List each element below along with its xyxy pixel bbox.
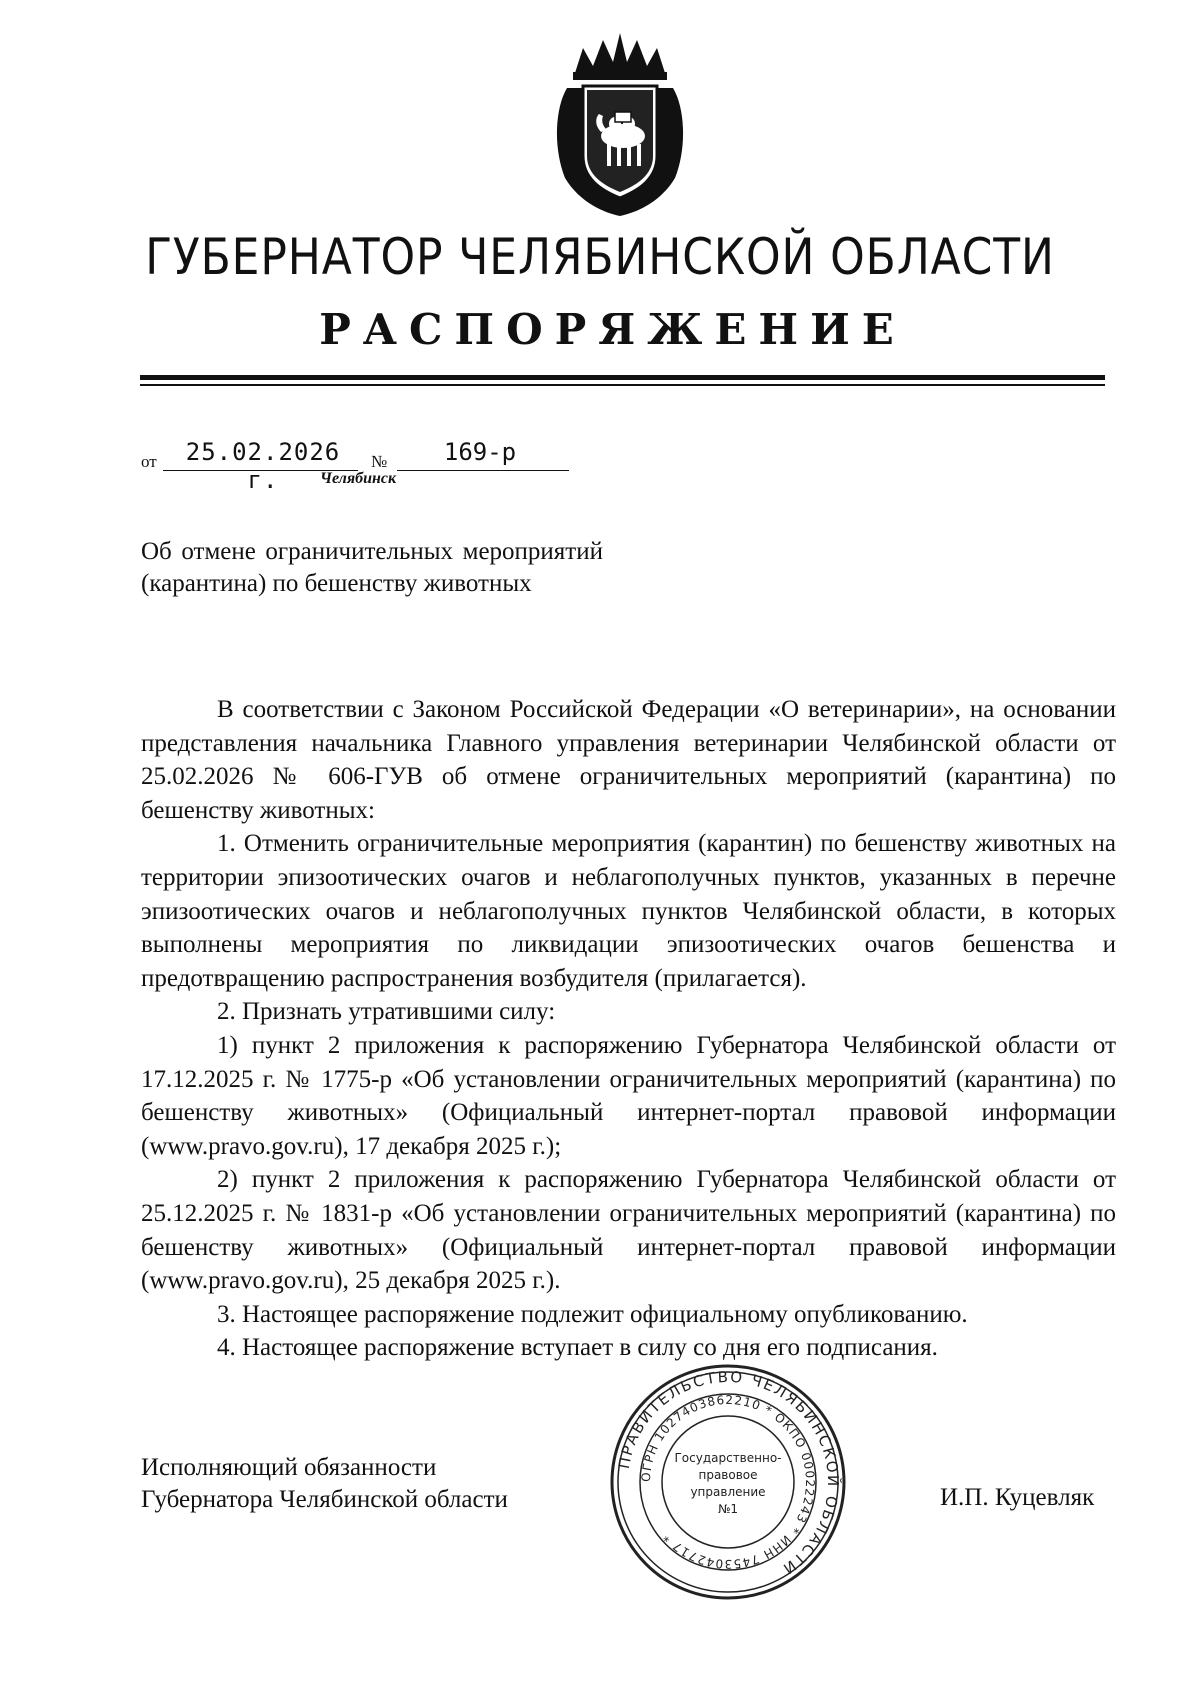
seal-outer-text: ПРАВИТЕЛЬСТВО ЧЕЛЯБИНСКОЙ ОБЛАСТИ <box>614 1367 843 1579</box>
official-seal-icon <box>608 1362 848 1602</box>
document-body <box>141 693 1116 1365</box>
date-prefix-label: от <box>141 452 157 471</box>
body-paragraph: 3. Настоящее распоряжение подлежит официальному опубликованию. <box>217 1300 968 1328</box>
document-number: 169-р <box>443 438 517 466</box>
seal-center-text: правовое <box>698 1468 758 1482</box>
body-paragraph: В соответствии с Законом Российской Федерации «О ветеринарии», на основании представления начальника Главного управления ветеринарии Челябинской области от 25.02.2026 № 606-ГУВ об отмене ограничительных мероприятий (карантина) по бешенству животных: <box>141 696 1116 824</box>
body-paragraph: 2) пункт 2 приложения к распоряжению Губернатора Челябинской области от 25.12.2025 г. № 1831-р «Об установлении ограничительных мероприятий (карантина) по бешенству животных» (Официальный интернет-портал правовой информации (www.pravo.gov.ru), 25 декабря 2025 г.). <box>141 1166 1116 1295</box>
city-label: Челябинск <box>320 470 397 487</box>
document-subject: Об отмене ограничительных мероприятий (карантина) по бешенству животных <box>141 538 603 597</box>
seal-inner-text: ОГРН 1027403862210 * ОКПО 00022243 * ИНН 7453042717 * <box>638 1392 818 1572</box>
signer-name: И.П. Куцевляк <box>940 1484 1095 1511</box>
signer-title-line: Губернатора Челябинской области <box>141 1486 508 1513</box>
body-paragraph: 2. Признать утратившими силу: <box>217 998 556 1026</box>
number-underline <box>397 470 569 471</box>
body-paragraph: 1) пункт 2 приложения к распоряжению Губернатора Челябинской области от 17.12.2025 г. № 1775-р «Об установлении ограничительных мероприятий (карантина) по бешенству животных» (Официальный интернет-портал правовой информации (www.pravo.gov.ru), 17 декабря 2025 г.); <box>141 1031 1116 1160</box>
header-rule-thin <box>140 384 1105 386</box>
signer-title <box>141 1452 508 1516</box>
seal-center-text: управление <box>690 1485 766 1499</box>
document-type-heading: РАСПОРЯЖЕНИЕ <box>319 305 906 354</box>
seal-center-text: Государственно- <box>674 1451 782 1465</box>
number-prefix-label: № <box>371 452 388 471</box>
body-paragraph: 4. Настоящее распоряжение вступает в силу со дня его подписания. <box>217 1334 938 1362</box>
header-rule-thick <box>140 375 1105 380</box>
seal-center-text: №1 <box>717 1502 739 1516</box>
coat-of-arms-icon <box>545 28 695 218</box>
org-title: ГУБЕРНАТОР ЧЕЛЯБИНСКОЙ ОБЛАСТИ <box>145 228 1055 286</box>
document-date: 25.02.2026 г. <box>185 438 341 494</box>
body-paragraph: 1. Отменить ограничительные мероприятия (карантин) по бешенству животных на территории эпизоотических очагов и неблагополучных пунктов, указанных в перечне эпизоотических очагов и неблагополучных пунктов Челябинской области, в которых выполнены мероприятия по ликвидации эпизоотических очагов бешенства и предотвращению распространения возбудителя (прилагается). <box>141 830 1116 992</box>
signer-title-line: Исполняющий обязанности <box>141 1454 437 1481</box>
